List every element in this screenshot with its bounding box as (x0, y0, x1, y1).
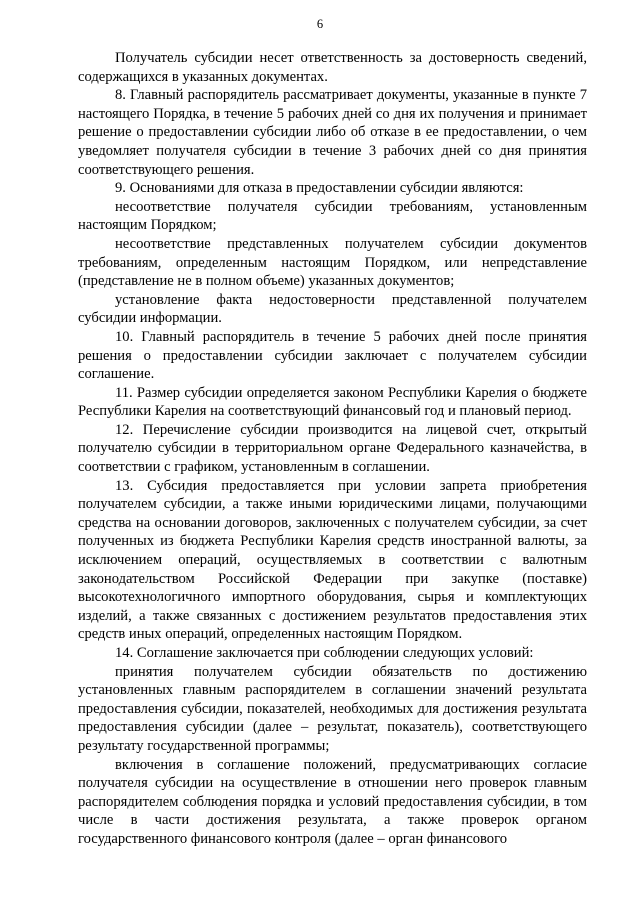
paragraph-refusal-ground-1: несоответствие получателя субсидии требованиям, установленным настоящим Порядком; (78, 198, 587, 234)
page-number: 6 (316, 17, 324, 31)
paragraph-condition-2: включения в соглашение положений, предусматривающих согласие получателя субсидии на осуществление в отношении него проверок главным распорядителем соблюдения порядка и условий предоставления субсидии, в том числе в части достижения результата, а также проверок органом государственного финансового контроля (далее – орган финансового (78, 756, 587, 847)
paragraph-condition-1: принятия получателем субсидии обязательств по достижению установленных главным распорядителем в соглашении значений результата предоставления субсидии, показателей, необходимых для достижения результата предоставления субсидии (далее – результат, показатель), соответствующего результату государственной программы; (78, 663, 587, 754)
paragraph-refusal-ground-3: установление факта недостоверности представленной получателем субсидии информации. (78, 291, 587, 327)
paragraph-recipient-responsibility: Получатель субсидии несет ответственность за достоверность сведений, содержащихся в указанных документах. (78, 50, 587, 85)
paragraph-item-11: 11. Размер субсидии определяется законом Республики Карелия о бюджете Республики Карелия на соответствующий финансовый год и плановый период. (78, 384, 587, 420)
paragraph-item-12: 12. Перечисление субсидии производится на лицевой счет, открытый получателю субсидии в территориальном органе Федерального казначейства, в соответствии с графиком, установленным в соглашении. (78, 421, 587, 476)
paragraph-refusal-ground-2: несоответствие представленных получателем субсидии документов требованиям, определенным настоящим Порядком, или непредставление (представление не в полном объеме) указанных документов; (78, 235, 587, 290)
paragraph-item-13: 13. Субсидия предоставляется при условии запрета приобретения получателем субсидии, а также иными юридическими лицами, получающими средства на основании договоров, заключенных с получателем субсидии, за счет полученных из бюджета Республики Карелия средств иностранной валюты, за исключением операций, осуществляемых в соответствии с валютным законодательством Российской Федерации при закупке (поставке) высокотехнологичного импортного оборудования, сырья и комплектующих изделий, а также связанных с достижением результатов предоставления этих средств иных операций, определенных настоящим Порядком. (78, 477, 587, 643)
document-body (78, 49, 587, 849)
paragraph-item-14: 14. Соглашение заключается при соблюдении следующих условий: (115, 645, 534, 661)
paragraph-item-10: 10. Главный распорядитель в течение 5 рабочих дней после принятия решения о предоставлении субсидии заключает с получателем субсидии соглашение. (78, 328, 587, 383)
paragraph-item-9: 9. Основаниями для отказа в предоставлении субсидии являются: (115, 180, 524, 197)
paragraph-item-8: 8. Главный распорядитель рассматривает документы, указанные в пункте 7 настоящего Порядка, в течение 5 рабочих дней со дня их получения и принимает решение о предоставлении субсидии либо об отказе в ее предоставлении, о чем уведомляет получателя субсидии в течение 3 рабочих дней со дня принятия соответствующего решения. (78, 87, 587, 178)
